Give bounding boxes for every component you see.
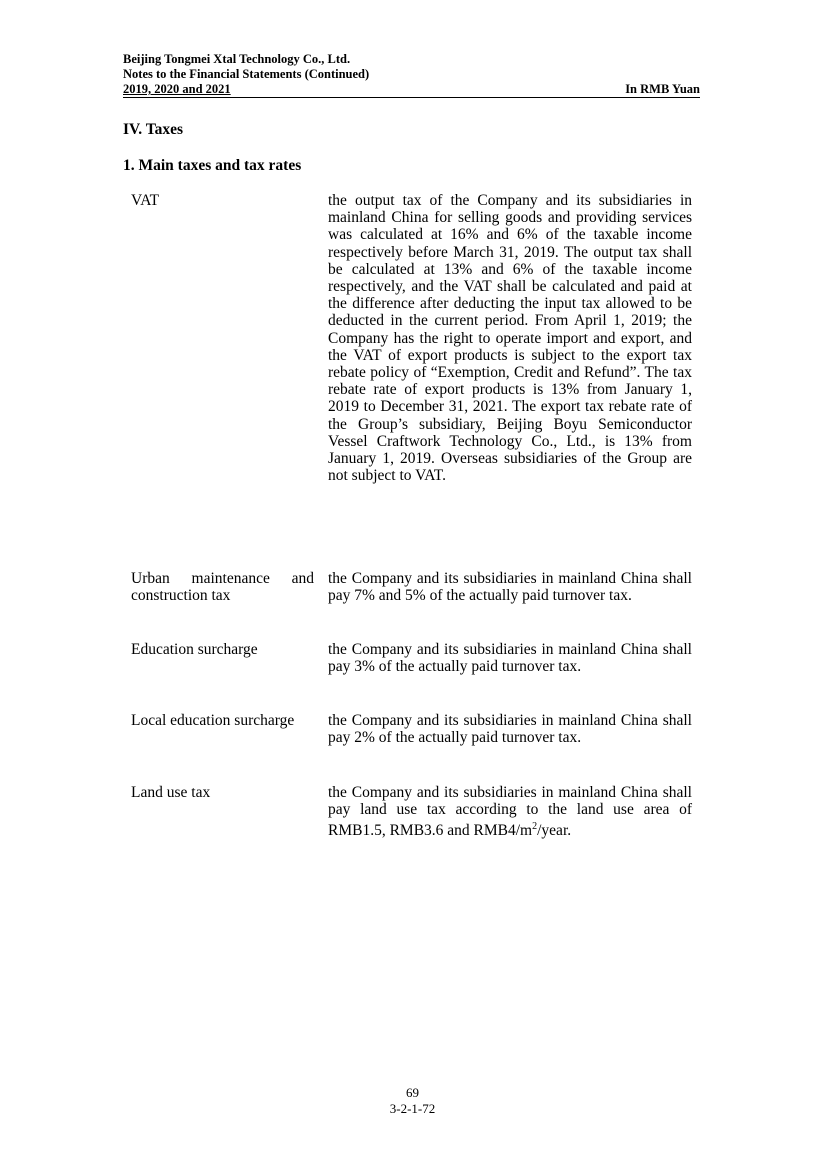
reporting-period: 2019, 2020 and 2021	[123, 82, 231, 96]
page-header	[123, 52, 700, 98]
tax-description-vat: the output tax of the Company and its subsidiaries in mainland China for selling goods and providing services was calculated at 16% and 6% of the taxable income respectively before March 31, 2019. The output tax shall be calculated at 13% and 6% of the taxable income respectively, and the VAT shall be calculated and paid at the difference after deducting the input tax allowed to be deducted in the current period. From April 1, 2019; the Company has the right to operate import and export, and the VAT of export products is subject to the export tax rebate policy of “Exemption, Credit and Refund”. The tax rebate rate of export products is 13% from January 1, 2019 to December 31, 2021. The export tax rebate rate of the Group’s subsidiary, Beijing Boyu Semiconductor Vessel Craftwork Technology Co., Ltd., is 13% from January 1, 2019. Overseas subsidiaries of the Group are not subject to VAT.	[328, 192, 692, 485]
company-name: Beijing Tongmei Xtal Technology Co., Ltd.	[123, 52, 351, 66]
section-title: IV. Taxes	[123, 121, 184, 138]
page-number: 69	[406, 1085, 419, 1100]
tax-description-education-surcharge: the Company and its subsidiaries in mainland China shall pay 3% of the actually paid turnover tax.	[328, 641, 692, 676]
tax-label-vat: VAT	[131, 192, 160, 209]
tax-label-local-education-surcharge: Local education surcharge	[131, 712, 295, 729]
section-subtitle: 1. Main taxes and tax rates	[123, 157, 302, 174]
superscript-two: 2	[532, 821, 538, 833]
page-footer	[0, 1085, 825, 1117]
document-reference: 3-2-1-72	[389, 1101, 436, 1116]
tax-label-urban-maintenance: Urban maintenance and construction tax	[131, 570, 314, 605]
tax-label-land-use: Land use tax	[131, 784, 211, 801]
tax-label-education-surcharge: Education surcharge	[131, 641, 258, 658]
tax-description-local-education-surcharge: the Company and its subsidiaries in mainland China shall pay 2% of the actually paid turnover tax.	[328, 712, 692, 747]
notes-title: Notes to the Financial Statements (Continued)	[123, 67, 370, 81]
header-period-row	[123, 82, 700, 98]
tax-description-urban-maintenance: the Company and its subsidiaries in mainland China shall pay 7% and 5% of the actually paid turnover tax.	[328, 570, 692, 605]
land-use-text-end: /year.	[537, 822, 572, 840]
tax-description-land-use	[328, 784, 692, 840]
land-use-text: the Company and its subsidiaries in mainland China shall pay land use tax according to the land use area of RMB1.5, RMB3.6 and RMB4/m	[328, 784, 692, 840]
currency-unit: In RMB Yuan	[625, 82, 700, 96]
